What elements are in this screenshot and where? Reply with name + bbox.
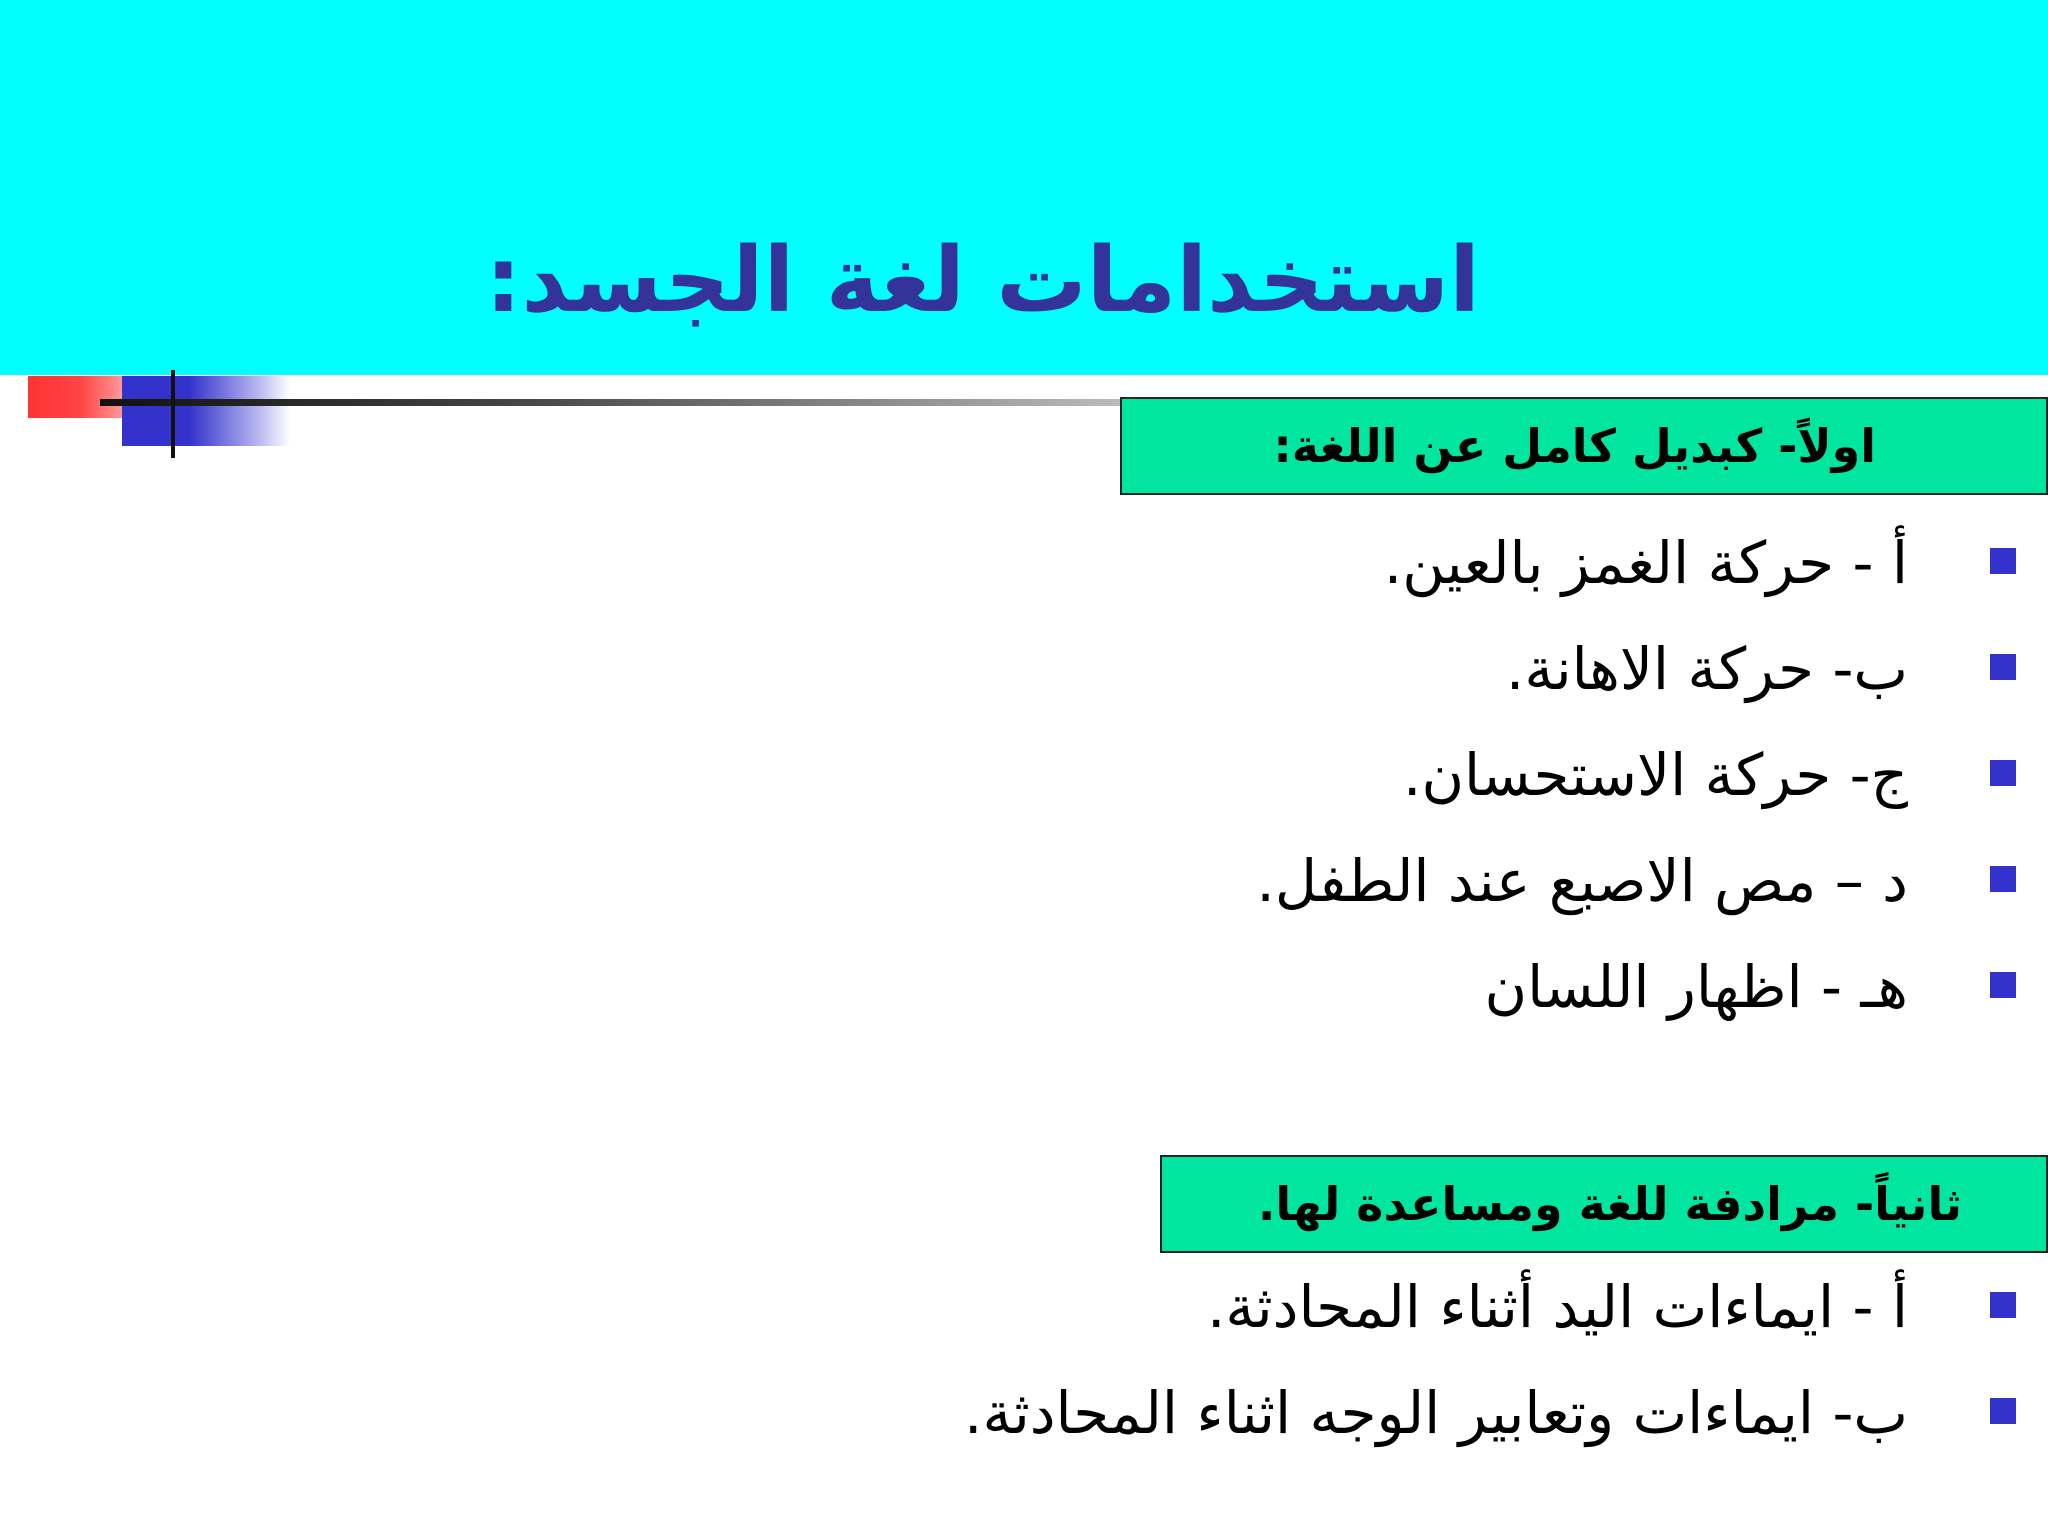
blue-square-bullet-icon bbox=[1990, 548, 2016, 574]
blue-square-bullet-icon bbox=[1990, 972, 2016, 998]
list-item bbox=[0, 1254, 2048, 1360]
list-item-text: أ - حركة الغمز بالعين. bbox=[1383, 529, 1908, 597]
list-item bbox=[0, 828, 2048, 934]
decorative-vertical-rule bbox=[171, 370, 175, 458]
blue-square-bullet-icon bbox=[1990, 866, 2016, 892]
list-item-text: ب- ايماءات وتعابير الوجه اثناء المحادثة. bbox=[964, 1379, 1908, 1447]
list-item-text: د – مص الاصبع عند الطفل. bbox=[1256, 847, 1908, 915]
decorative-horizontal-rule bbox=[100, 399, 1120, 406]
blue-square-bullet-icon bbox=[1990, 1292, 2016, 1318]
decorative-blue-block bbox=[122, 376, 290, 446]
list-item bbox=[0, 510, 2048, 616]
list-item-text: أ - ايماءات اليد أثناء المحادثة. bbox=[1206, 1273, 1908, 1341]
list-item-text: ج- حركة الاستحسان. bbox=[1403, 741, 1908, 809]
slide-title: استخدامات لغة الجسد: bbox=[485, 228, 1480, 333]
blue-square-bullet-icon bbox=[1990, 1398, 2016, 1424]
section-heading-second: ثانياً- مرادفة للغة ومساعدة لها. bbox=[1160, 1155, 2048, 1253]
list-item bbox=[0, 934, 2048, 1040]
list-item-text: ب- حركة الاهانة. bbox=[1505, 635, 1908, 703]
blue-square-bullet-icon bbox=[1990, 654, 2016, 680]
title-band bbox=[0, 0, 2048, 375]
bullet-list-first bbox=[0, 510, 2048, 1040]
list-item bbox=[0, 616, 2048, 722]
list-item bbox=[0, 1360, 2048, 1466]
blue-square-bullet-icon bbox=[1990, 760, 2016, 786]
bullet-list-second bbox=[0, 1254, 2048, 1466]
section-heading-first: اولاً- كبديل كامل عن اللغة: bbox=[1120, 397, 2048, 495]
list-item-text: هـ - اظهار اللسان bbox=[1484, 953, 1908, 1021]
list-item bbox=[0, 722, 2048, 828]
